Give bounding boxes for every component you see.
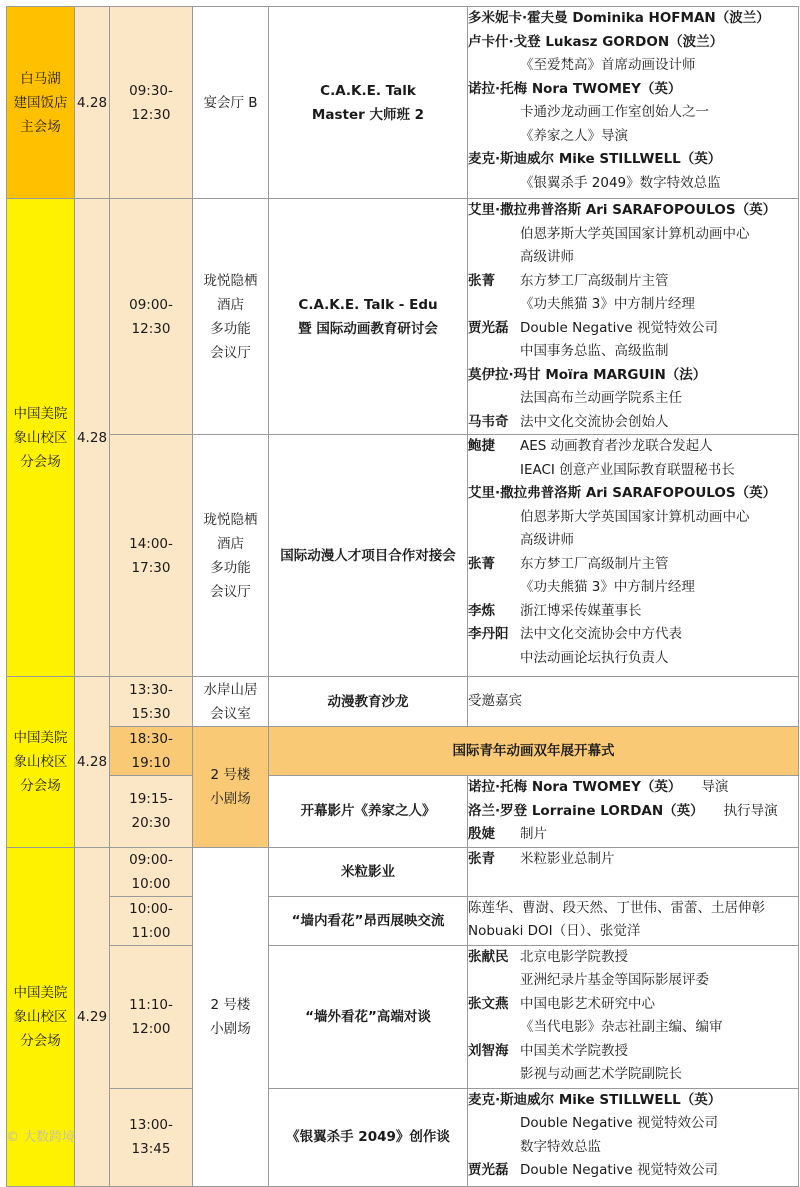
speaker-line bbox=[468, 800, 798, 824]
event-cell bbox=[269, 727, 799, 776]
speakers-cell bbox=[468, 7, 799, 199]
speaker-line bbox=[468, 647, 798, 671]
speaker-name: 莫伊拉·玛甘 Moïra MARGUIN（法） bbox=[468, 366, 707, 383]
time-cell: 18:30-19:10 bbox=[110, 727, 193, 776]
cell-line: 象山校区 bbox=[13, 1008, 68, 1025]
date-cell: 4.28 bbox=[75, 199, 110, 677]
speaker-line: 陈莲华、曹澍、段天然、丁世伟、雷蕾、土居伸彰 bbox=[468, 899, 765, 916]
watermark: © 大数跨境 bbox=[6, 1130, 76, 1145]
schedule-table bbox=[6, 6, 799, 1187]
cell-line: 水岸山居 bbox=[203, 681, 258, 698]
speaker-name: 卢卡什·戈登 Lukasz GORDON（波兰） bbox=[468, 33, 724, 50]
speaker-line bbox=[468, 101, 798, 125]
cell-line: 白马湖 bbox=[20, 70, 61, 87]
speakers-cell bbox=[468, 677, 799, 727]
speaker-line bbox=[468, 1159, 798, 1183]
speaker-name: 刘智海 bbox=[468, 1042, 509, 1059]
cell-line: 动漫教育沙龙 bbox=[327, 693, 409, 710]
speaker-title: 中国事务总监、高级监制 bbox=[520, 343, 669, 359]
speaker-line bbox=[468, 623, 798, 647]
cell-line: 主会场 bbox=[20, 118, 61, 135]
speaker-line bbox=[468, 1016, 798, 1040]
session-row bbox=[7, 847, 799, 896]
speaker-title: 浙江博采传媒董事长 bbox=[520, 602, 642, 619]
speaker-title: 中法动画论坛执行负责人 bbox=[520, 649, 669, 666]
speaker-line bbox=[468, 1089, 798, 1113]
time-cell: 11:10-12:00 bbox=[110, 945, 193, 1088]
speaker-line bbox=[468, 482, 798, 506]
speaker-line bbox=[468, 7, 798, 31]
speaker-name: 麦克·斯迪威尔 Mike STILLWELL（英） bbox=[468, 151, 722, 167]
speaker-title: 法中文化交流协会中方代表 bbox=[520, 626, 682, 642]
cell-line: 会议厅 bbox=[210, 583, 251, 600]
speaker-line bbox=[468, 1063, 798, 1087]
speaker-title: 数字特效总监 bbox=[520, 1138, 601, 1155]
speaker-line bbox=[468, 600, 798, 624]
cell-line: 小剧场 bbox=[210, 790, 251, 807]
speaker-name: 鲍捷 bbox=[468, 438, 495, 454]
event-cell bbox=[269, 847, 468, 896]
speakers-cell bbox=[468, 945, 799, 1088]
speaker-line bbox=[468, 148, 798, 172]
time-cell: 14:00-17:30 bbox=[110, 435, 193, 677]
speaker-title: 《至爱梵高》首席动画设计师 bbox=[520, 57, 696, 73]
speaker-line bbox=[468, 246, 798, 270]
speaker-line bbox=[468, 411, 798, 435]
cell-line: 中国美院 bbox=[13, 405, 68, 422]
speaker-name: 诺拉·托梅 Nora TWOMEY（英） bbox=[468, 80, 682, 97]
time-cell: 10:00-11:00 bbox=[110, 896, 193, 945]
session-row bbox=[7, 945, 799, 1088]
cell-line: 中国美院 bbox=[13, 984, 68, 1001]
cell-line: 小剧场 bbox=[210, 1020, 251, 1037]
speaker-line: 受邀嘉宾 bbox=[468, 692, 522, 709]
speaker-name: 张青 bbox=[468, 850, 495, 867]
speaker-title: 《当代电影》杂志社副主编、编审 bbox=[520, 1019, 723, 1035]
cell-line: 米粒影业 bbox=[341, 863, 395, 880]
date-cell: 4.29 bbox=[75, 847, 110, 1186]
speaker-name: 贾光磊 bbox=[468, 319, 509, 336]
speaker-name: 张菁 bbox=[468, 272, 495, 289]
speaker-line bbox=[468, 270, 798, 294]
speaker-title: 东方梦工厂高级制片主管 bbox=[520, 272, 669, 289]
cell-line: C.A.K.E. Talk - Edu bbox=[298, 296, 438, 313]
speaker-title: 亚洲纪录片基金等国际影展评委 bbox=[520, 972, 709, 988]
speaker-line bbox=[468, 223, 798, 247]
cell-line: 分会场 bbox=[20, 777, 61, 794]
cell-line: 国际青年动画双年展开幕式 bbox=[452, 743, 615, 759]
venue-cell bbox=[7, 677, 75, 848]
speaker-title: 米粒影业总制片 bbox=[520, 850, 615, 867]
session-row bbox=[7, 776, 799, 848]
cell-line: 国际动漫人才项目合作对接会 bbox=[280, 547, 456, 564]
date-cell: 4.28 bbox=[75, 7, 110, 199]
speaker-name: 艾里·撒拉弗普洛斯 Ari SARAFOPOULOS（英） bbox=[468, 202, 777, 218]
speaker-title: 高级讲师 bbox=[520, 249, 574, 265]
speaker-title: Double Negative 视觉特效公司 bbox=[520, 1115, 719, 1131]
cell-line: 酒店 bbox=[217, 296, 244, 313]
speaker-name: 张文燕 bbox=[468, 995, 509, 1012]
time-cell: 09:00-10:00 bbox=[110, 847, 193, 896]
event-cell bbox=[269, 776, 468, 848]
speaker-title: 北京电影学院教授 bbox=[520, 948, 628, 965]
cell-line: 暨 国际动画教育研讨会 bbox=[298, 320, 438, 337]
speakers-cell bbox=[468, 1088, 799, 1186]
speaker-title: 《银翼杀手 2049》数字特效总监 bbox=[520, 174, 721, 191]
speaker-title: 法国高布兰动画学院系主任 bbox=[520, 390, 682, 406]
speaker-name: 贾光磊 bbox=[468, 1162, 509, 1178]
cell-line: 宴会厅 B bbox=[203, 94, 258, 111]
event-cell bbox=[269, 1088, 468, 1186]
speaker-line bbox=[468, 78, 798, 102]
speaker-title: 中国美术学院教授 bbox=[520, 1042, 628, 1059]
venue-cell bbox=[7, 199, 75, 677]
speaker-line bbox=[468, 459, 798, 483]
speaker-line bbox=[468, 529, 798, 553]
cell-line: 分会场 bbox=[20, 1032, 61, 1049]
time-cell: 13:30-15:30 bbox=[110, 677, 193, 727]
room-cell bbox=[193, 677, 269, 727]
session-row bbox=[7, 199, 799, 435]
cell-line: 酒店 bbox=[217, 535, 244, 552]
room-cell bbox=[193, 199, 269, 435]
speaker-name: 李丹阳 bbox=[468, 626, 509, 642]
event-cell bbox=[269, 677, 468, 727]
speaker-line: Nobuaki DOI（日）、张觉洋 bbox=[468, 923, 641, 939]
speaker-title: 中国电影艺术研究中心 bbox=[520, 995, 655, 1012]
speaker-line bbox=[468, 993, 798, 1017]
speaker-role: 执行导演 bbox=[723, 802, 778, 819]
speaker-line bbox=[468, 576, 798, 600]
speaker-title: 东方梦工厂高级制片主管 bbox=[520, 555, 669, 572]
session-row bbox=[7, 677, 799, 727]
session-row bbox=[7, 435, 799, 677]
cell-line: 2 号楼 bbox=[210, 766, 251, 783]
speakers-cell bbox=[468, 435, 799, 677]
room-cell bbox=[193, 847, 269, 1186]
speaker-title: IEACI 创意产业国际教育联盟秘书长 bbox=[520, 461, 735, 478]
speaker-role: 导演 bbox=[701, 779, 729, 795]
room-cell bbox=[193, 435, 269, 677]
speakers-cell bbox=[468, 776, 799, 848]
event-cell bbox=[269, 896, 468, 945]
time-cell: 09:00-12:30 bbox=[110, 199, 193, 435]
cell-line: 建国饭店 bbox=[13, 94, 68, 111]
event-cell bbox=[269, 435, 468, 677]
speaker-name: 马韦奇 bbox=[468, 413, 509, 430]
date-cell: 4.28 bbox=[75, 677, 110, 848]
speaker-line bbox=[468, 125, 798, 149]
speaker-line bbox=[468, 553, 798, 577]
event-cell bbox=[269, 7, 468, 199]
session-row bbox=[7, 727, 799, 776]
speaker-title: 高级讲师 bbox=[520, 532, 574, 548]
speaker-name: 张菁 bbox=[468, 555, 495, 572]
speakers-cell bbox=[468, 199, 799, 435]
cell-line: 2 号楼 bbox=[210, 996, 251, 1013]
time-cell: 09:30-12:30 bbox=[110, 7, 193, 199]
speaker-name: 李炼 bbox=[468, 602, 495, 619]
speaker-line bbox=[468, 31, 798, 55]
room-cell bbox=[193, 727, 269, 848]
speaker-line bbox=[468, 848, 798, 872]
speaker-line bbox=[468, 54, 798, 78]
room-cell bbox=[193, 7, 269, 199]
event-cell bbox=[269, 945, 468, 1088]
speaker-title: AES 动画教育者沙龙联合发起人 bbox=[520, 438, 713, 454]
speaker-name: 洛兰·罗登 Lorraine LORDAN（英） bbox=[468, 802, 704, 819]
speaker-line bbox=[468, 823, 798, 847]
time-cell: 19:15-20:30 bbox=[110, 776, 193, 848]
cell-line: 多功能 bbox=[210, 559, 251, 576]
speaker-title: 伯恩茅斯大学英国国家计算机动画中心 bbox=[520, 508, 750, 525]
cell-line: 开幕影片《养家之人》 bbox=[300, 803, 436, 820]
cell-line: 象山校区 bbox=[13, 753, 68, 770]
speaker-line bbox=[468, 1136, 798, 1160]
speaker-title: 《功夫熊猫 3》中方制片经理 bbox=[520, 579, 695, 595]
session-row bbox=[7, 1088, 799, 1186]
speakers-cell bbox=[468, 847, 799, 896]
speaker-title: 《功夫熊猫 3》中方制片经理 bbox=[520, 296, 695, 312]
speaker-line bbox=[468, 946, 798, 970]
venue-cell bbox=[7, 7, 75, 199]
speaker-title: 卡通沙龙动画工作室创始人之一 bbox=[520, 104, 709, 120]
speaker-line bbox=[468, 387, 798, 411]
cell-line: 珑悦隐栖 bbox=[203, 272, 258, 289]
speakers-cell bbox=[468, 896, 799, 945]
speaker-name: 殷婕 bbox=[468, 826, 495, 842]
time-cell: 13:00-13:45 bbox=[110, 1088, 193, 1186]
speaker-line bbox=[468, 776, 798, 800]
speaker-line bbox=[468, 293, 798, 317]
speaker-name: 麦克·斯迪威尔 Mike STILLWELL（英） bbox=[468, 1091, 722, 1108]
speaker-line bbox=[468, 1112, 798, 1136]
speaker-line bbox=[468, 340, 798, 364]
speaker-title: 影视与动画艺术学院副院长 bbox=[520, 1066, 682, 1082]
cell-line: 会议厅 bbox=[210, 344, 251, 361]
speaker-line bbox=[468, 364, 798, 388]
speaker-line bbox=[468, 969, 798, 993]
speaker-line bbox=[468, 199, 798, 223]
speaker-title: Double Negative 视觉特效公司 bbox=[520, 1162, 719, 1178]
speaker-title: 伯恩茅斯大学英国国家计算机动画中心 bbox=[520, 225, 750, 242]
speaker-name: 诺拉·托梅 Nora TWOMEY（英） bbox=[468, 779, 682, 795]
cell-line: C.A.K.E. Talk bbox=[320, 82, 416, 99]
speaker-line bbox=[468, 506, 798, 530]
cell-line: 象山校区 bbox=[13, 429, 68, 446]
cell-line: 《银翼杀手 2049》创作谈 bbox=[286, 1129, 450, 1145]
speaker-line bbox=[468, 172, 798, 196]
event-cell bbox=[269, 199, 468, 435]
speaker-line bbox=[468, 317, 798, 341]
cell-line: 中国美院 bbox=[13, 729, 68, 746]
speaker-role: 制片 bbox=[520, 826, 547, 842]
speaker-name: 多米妮卡·霍夫曼 Dominika HOFMAN（波兰） bbox=[468, 10, 770, 26]
cell-line: “墙外看花”高端对谈 bbox=[305, 1008, 431, 1025]
cell-line: 珑悦隐栖 bbox=[203, 511, 258, 528]
cell-line: “墙内看花”昂西展映交流 bbox=[291, 912, 445, 929]
cell-line: 会议室 bbox=[210, 705, 251, 722]
cell-line: Master 大师班 2 bbox=[311, 106, 425, 123]
speaker-title: Double Negative 视觉特效公司 bbox=[520, 319, 719, 336]
speaker-name: 艾里·撒拉弗普洛斯 Ari SARAFOPOULOS（英） bbox=[468, 485, 777, 501]
speaker-title: 《养家之人》导演 bbox=[520, 127, 628, 144]
cell-line: 分会场 bbox=[20, 453, 61, 470]
speaker-name: 张献民 bbox=[468, 948, 509, 965]
cell-line: 多功能 bbox=[210, 320, 251, 337]
speaker-line bbox=[468, 1040, 798, 1064]
session-row bbox=[7, 896, 799, 945]
speaker-title: 法中文化交流协会创始人 bbox=[520, 413, 669, 430]
speaker-line bbox=[468, 435, 798, 459]
session-row bbox=[7, 7, 799, 199]
